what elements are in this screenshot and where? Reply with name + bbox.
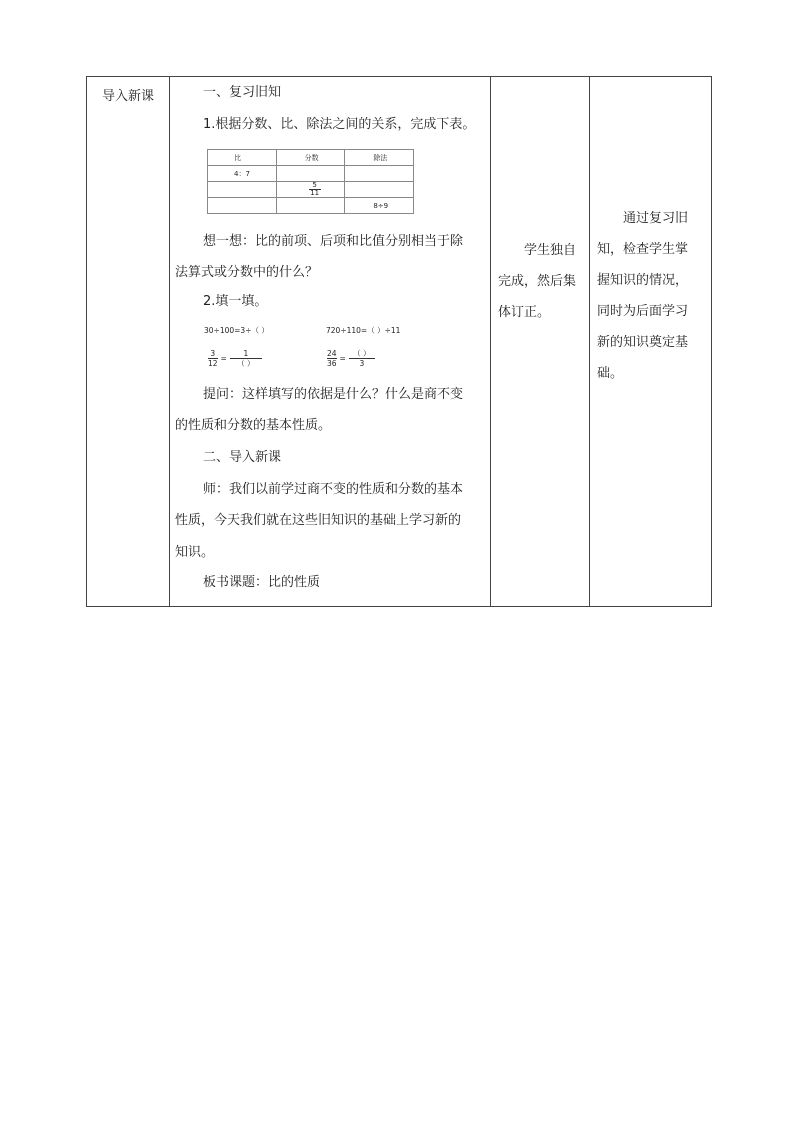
- equation-3: [208, 349, 262, 368]
- equals-sign: =: [220, 354, 227, 363]
- intent-line-4: 同时为后面学习: [597, 304, 689, 319]
- student-activity-area: [491, 77, 589, 606]
- fraction-numerator: 3: [210, 349, 216, 358]
- intent-line-3: 握知识的情况，: [597, 273, 689, 288]
- think-line-2: 法算式或分数中的什么？: [175, 265, 319, 280]
- review-header-division: 除法: [345, 150, 414, 166]
- fraction-denominator: 12: [208, 359, 218, 368]
- teacher-line-2: 性质，今天我们就在这些旧知识的基础上学习新的: [175, 513, 462, 528]
- heading-review: 一、复习旧知: [203, 85, 282, 100]
- review-header-fraction: 分数: [276, 150, 345, 166]
- review-cell-empty: [208, 198, 277, 214]
- fraction-denominator: 3: [359, 359, 365, 368]
- heading-new-lesson: 二、导入新课: [203, 450, 282, 465]
- fraction-numerator: 1: [243, 349, 249, 358]
- fraction-numerator: 24: [327, 349, 337, 358]
- fraction: [309, 182, 321, 197]
- student-line-3: 体订正。: [498, 305, 551, 320]
- review-cell-empty: [208, 182, 277, 198]
- equation-2: 720÷110=（ ）÷11: [326, 326, 401, 335]
- equation-1: 30÷100=3÷（ ）: [204, 326, 269, 335]
- fraction-denominator: （ ）: [237, 359, 255, 368]
- design-intent-cell: [590, 77, 712, 607]
- equals-sign: =: [339, 354, 346, 363]
- board-title: 板书课题：比的性质: [203, 575, 321, 590]
- fraction: [349, 349, 375, 368]
- fraction: [230, 349, 262, 368]
- fraction: [208, 349, 218, 368]
- ask-line-2: 的性质和分数的基本性质。: [175, 418, 332, 433]
- intent-line-6: 础。: [597, 366, 624, 381]
- review-cell-empty: [345, 182, 414, 198]
- equation-4: [327, 349, 375, 368]
- stage-label: 导入新课: [101, 89, 154, 104]
- review-cell-fraction: [276, 182, 345, 198]
- student-line-1: 学生独自: [524, 243, 577, 258]
- content-area: [170, 77, 490, 606]
- intent-line-1: 通过复习旧: [623, 211, 689, 226]
- review-table: [207, 149, 414, 214]
- fraction-denominator: 36: [327, 359, 337, 368]
- fraction-numerator: （ ）: [353, 349, 371, 358]
- ask-line-1: 提问：这样填写的依据是什么？什么是商不变: [203, 387, 464, 402]
- review-cell-empty: [276, 198, 345, 214]
- content-cell: [170, 77, 491, 607]
- fraction-numerator: 5: [312, 181, 317, 189]
- student-line-2: 完成，然后集: [498, 274, 577, 289]
- question-2: 2.填一填。: [203, 294, 268, 309]
- intent-line-2: 知，检查学生掌: [597, 242, 689, 257]
- teacher-line-1: 师：我们以前学过商不变的性质和分数的基本: [203, 482, 464, 497]
- lesson-plan-table: [86, 76, 712, 607]
- fraction: [327, 349, 337, 368]
- review-cell-ratio: 4：7: [208, 166, 277, 182]
- student-activity-cell: [491, 77, 590, 607]
- review-cell-empty: [276, 166, 345, 182]
- question-1: 1.根据分数、比、除法之间的关系，完成下表。: [203, 117, 476, 132]
- review-cell-empty: [345, 166, 414, 182]
- review-cell-division: 8÷9: [345, 198, 414, 214]
- review-header-ratio: 比: [208, 150, 277, 166]
- fraction-denominator: 11: [310, 189, 320, 197]
- stage-cell: [87, 77, 170, 607]
- think-line-1: 想一想：比的前项、后项和比值分别相当于除: [203, 234, 464, 249]
- teacher-line-3: 知识。: [175, 545, 215, 560]
- design-intent-area: [590, 77, 711, 606]
- intent-line-5: 新的知识奠定基: [597, 335, 689, 350]
